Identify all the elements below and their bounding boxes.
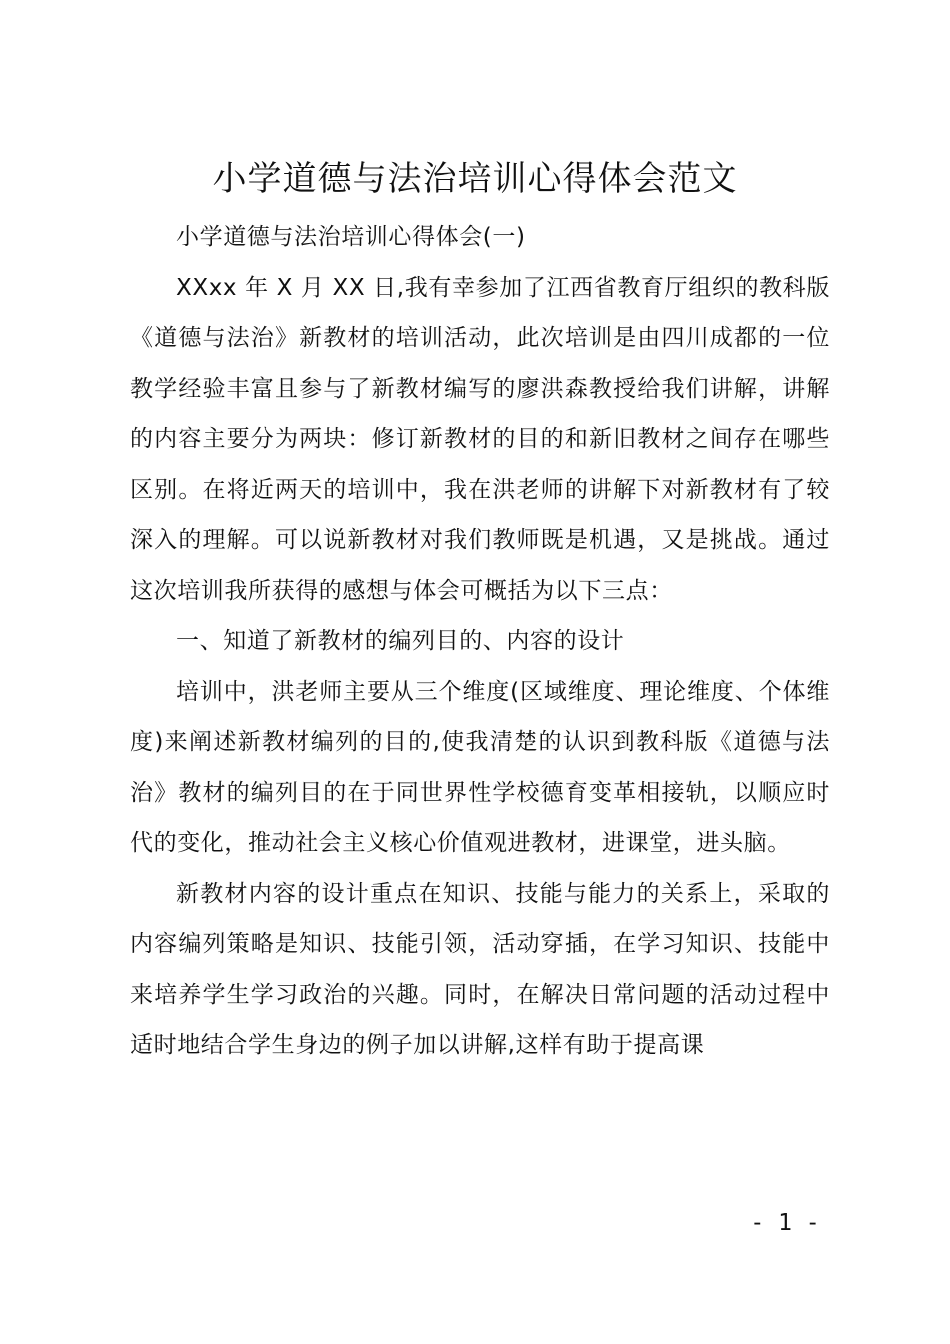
document-body	[130, 212, 830, 1071]
body-paragraph: 新教材内容的设计重点在知识、技能与能力的关系上，采取的内容编列策略是知识、技能引领，活动穿插，在学习知识、技能中来培养学生学习政治的兴趣。同时，在解决日常问题的活动过程中适时地结合学生身边的例子加以讲解,这样有助于提高课	[130, 880, 830, 1058]
page-number: - 1 -	[750, 1210, 820, 1236]
document-title: 小学道德与法治培训心得体会范文	[212, 159, 738, 199]
section-heading-2: 一、知道了新教材的编列目的、内容的设计	[176, 628, 625, 654]
section-heading-1: 小学道德与法治培训心得体会(一)	[176, 224, 526, 250]
body-paragraph: 培训中，洪老师主要从三个维度(区域维度、理论维度、个体维度)来阐述新教材编列的目的,使我清楚的认识到教科版《道德与法治》教材的编列目的在于同世界性学校德育变革相接轨，以顺应时代的变化，推动社会主义核心价值观进教材，进课堂，进头脑。	[130, 678, 830, 856]
body-paragraph: XXxx 年 X 月 XX 日,我有幸参加了江西省教育厅组织的教科版《道德与法治》新教材的培训活动，此次培训是由四川成都的一位教学经验丰富且参与了新教材编写的廖洪森教授给我们讲解，讲解的内容主要分为两块：修订新教材的目的和新旧教材之间存在哪些区别。在将近两天的培训中，我在洪老师的讲解下对新教材有了较深入的理解。可以说新教材对我们教师既是机遇，又是挑战。通过这次培训我所获得的感想与体会可概括为以下三点：	[130, 274, 830, 604]
